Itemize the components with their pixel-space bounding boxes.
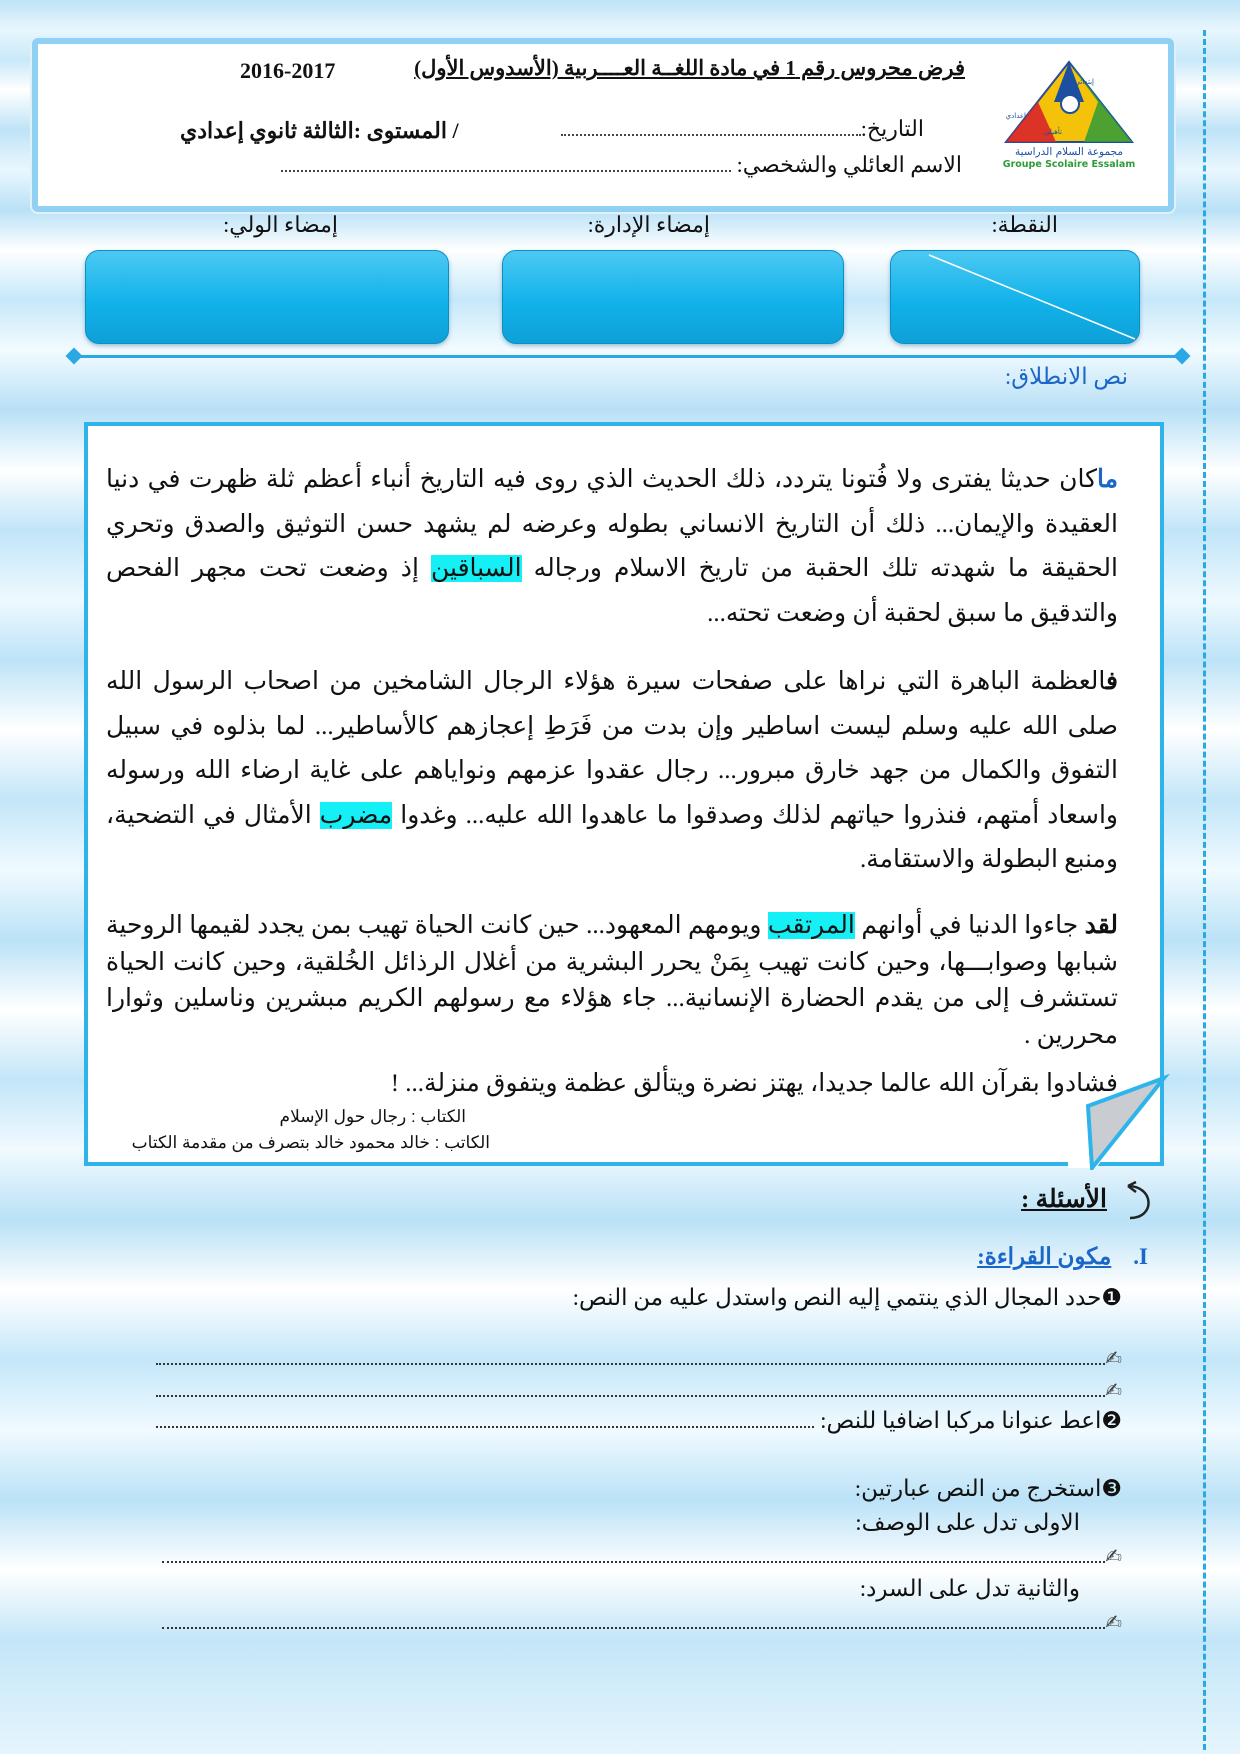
p2-highlight: مضرب <box>319 801 393 829</box>
answer-line-1a[interactable] <box>156 1346 1122 1370</box>
p2-text-b: الأمثال في التضحية، ومنبع البطولة والاستقامة. <box>106 801 1118 873</box>
question-3a: الاولى تدل على الوصف: <box>855 1510 1080 1535</box>
passage-heading: نص الانطلاق: <box>1004 364 1128 389</box>
p3-lead: لقد <box>1084 912 1118 939</box>
paragraph-3 <box>106 908 1118 1054</box>
school-logo <box>998 58 1140 170</box>
date-label: التاريخ: <box>860 116 924 141</box>
question-2-row <box>156 1408 1122 1434</box>
answer-line-3a[interactable] <box>162 1544 1122 1568</box>
p1-lead: ما <box>1096 466 1118 493</box>
logo-line-ar: مجموعة السلام الدراسية <box>1015 146 1123 158</box>
paragraph-3-last-line: فشادوا بقرآن الله عالما جديدا، يهتز نضرة ويتألق عظمة ويتفوق منزلة... ! <box>390 1070 1118 1097</box>
score-slash <box>891 251 1139 343</box>
p3-text-a: جاءوا الدنيا في أوانهم <box>854 912 1085 939</box>
name-label: الاسم العائلي والشخصي: <box>736 152 962 177</box>
divider-end-right <box>1174 348 1191 365</box>
logo-label-2: إعدادي <box>1005 112 1026 120</box>
paragraph-1 <box>106 458 1118 636</box>
score-box[interactable] <box>890 250 1140 344</box>
exam-title: فرض محروس رقم 1 في مادة اللغــة العــــربية (الأسدوس الأول) <box>414 56 965 80</box>
date-field <box>561 116 924 142</box>
section-divider <box>72 355 1186 358</box>
curved-arrow-icon <box>1124 1180 1160 1224</box>
divider-end-left <box>66 348 83 365</box>
parent-signature-label: إمضاء الولي: <box>223 212 338 237</box>
pen-icon: ✍ <box>1105 1378 1122 1402</box>
admin-signature-label: إمضاء الإدارة: <box>587 212 710 237</box>
p2-lead: ف <box>1106 668 1118 695</box>
reading-section-title <box>977 1244 1148 1270</box>
answer-line-2[interactable] <box>156 1426 814 1428</box>
p1-text-b: إذ وضعت تحت مجهر الفحص والتدقيق ما سبق لحقبة أن وضعت تحته... <box>106 555 1118 627</box>
paragraph-2 <box>106 660 1118 883</box>
p1-text-a: كان حديثا يفترى ولا فُتونا يتردد، ذلك الحديث الذي روى فيه التاريخ أنباء أعظم ثلة ظهرت في دنيا العقيدة والإيمان... ذلك أن التاريخ الانساني بطوله وعرضه لم يشهد حسن التوثيق والصدق وتحري الحقيقة ما شهدته تلك الحقبة من تاريخ الاسلام ورجاله <box>106 466 1118 582</box>
logo-label-3: تأهيلي <box>1043 128 1062 136</box>
question-1: ❶حدد المجال الذي ينتمي إليه النص واستدل عليه من النص: <box>572 1285 1122 1310</box>
section-number: I. <box>1133 1244 1148 1269</box>
logo-line-fr: Groupe Scolaire Essalam <box>1002 159 1136 170</box>
pen-icon: ✍ <box>1105 1346 1122 1370</box>
question-3: ❸استخرج من النص عبارتين: <box>854 1476 1122 1501</box>
section-title: مكون القراءة: <box>977 1244 1112 1269</box>
source-book: الكتاب : رجال حول الإسلام <box>279 1107 466 1126</box>
admin-signature-box[interactable] <box>502 250 844 344</box>
pen-icon: ✍ <box>1105 1544 1122 1568</box>
parent-signature-box[interactable] <box>85 250 449 344</box>
p1-highlight: السباقين <box>431 555 522 582</box>
name-field <box>281 152 962 178</box>
answer-line-1b[interactable] <box>156 1378 1122 1402</box>
question-2: ❷اعط عنوانا مركبا اضافيا للنص: <box>820 1408 1122 1433</box>
score-label: النقطة: <box>991 212 1058 237</box>
date-line[interactable] <box>561 120 861 136</box>
answer-line-3b[interactable] <box>162 1610 1122 1634</box>
right-dashed-border <box>1203 30 1206 1750</box>
p3-text-b: ويومهم المعهود... حين كانت الحياة تهيب بمن يجدد لقيمها الروحية شبابها وصوابـــها، وحين كانت تهيب بِمَنْ يحرر البشرية من أغلال الرذائل الخُلقية، وحين كانت الحياة تستشرف إلى من يقدم الحضارة الإنسانية... جاء هؤلاء مع رسولهم الكريم مبشرين وناسلين وثوارا محررين . <box>106 912 1118 1049</box>
p3-highlight: المرتقب <box>767 912 855 939</box>
question-3b: والثانية تدل على السرد: <box>859 1576 1080 1601</box>
logo-label-1: إبتدائي <box>1074 78 1094 86</box>
source-author: الكاتب : خالد محمود خالد بتصرف من مقدمة الكتاب <box>131 1133 490 1152</box>
school-year: 2016-2017 <box>240 58 336 83</box>
questions-heading: الأسئلة : <box>1021 1186 1107 1213</box>
pen-icon: ✍ <box>1105 1610 1122 1634</box>
p2-text-a: العظمة الباهرة التي نراها على صفحات سيرة هؤلاء الرجال الشامخين من اصحاب الرسول الله صلى الله عليه وسلم ليست اساطير وإن بدت من فَرَطِ إعجازهم كالأساطير... لما بذلوه في سبيل التفوق والكمال من جهد خارق مبرور... رجال عقدوا عزمهم ونواياهم على غاية ارضاء الله ورسوله واسعاد أمتهم، فنذروا حياتهم لذلك وصدقوا ما عاهدوا الله عليه... وغدوا <box>106 668 1118 829</box>
name-line[interactable] <box>281 156 731 172</box>
level-label: / المستوى :الثالثة ثانوي إعدادي <box>180 118 459 143</box>
